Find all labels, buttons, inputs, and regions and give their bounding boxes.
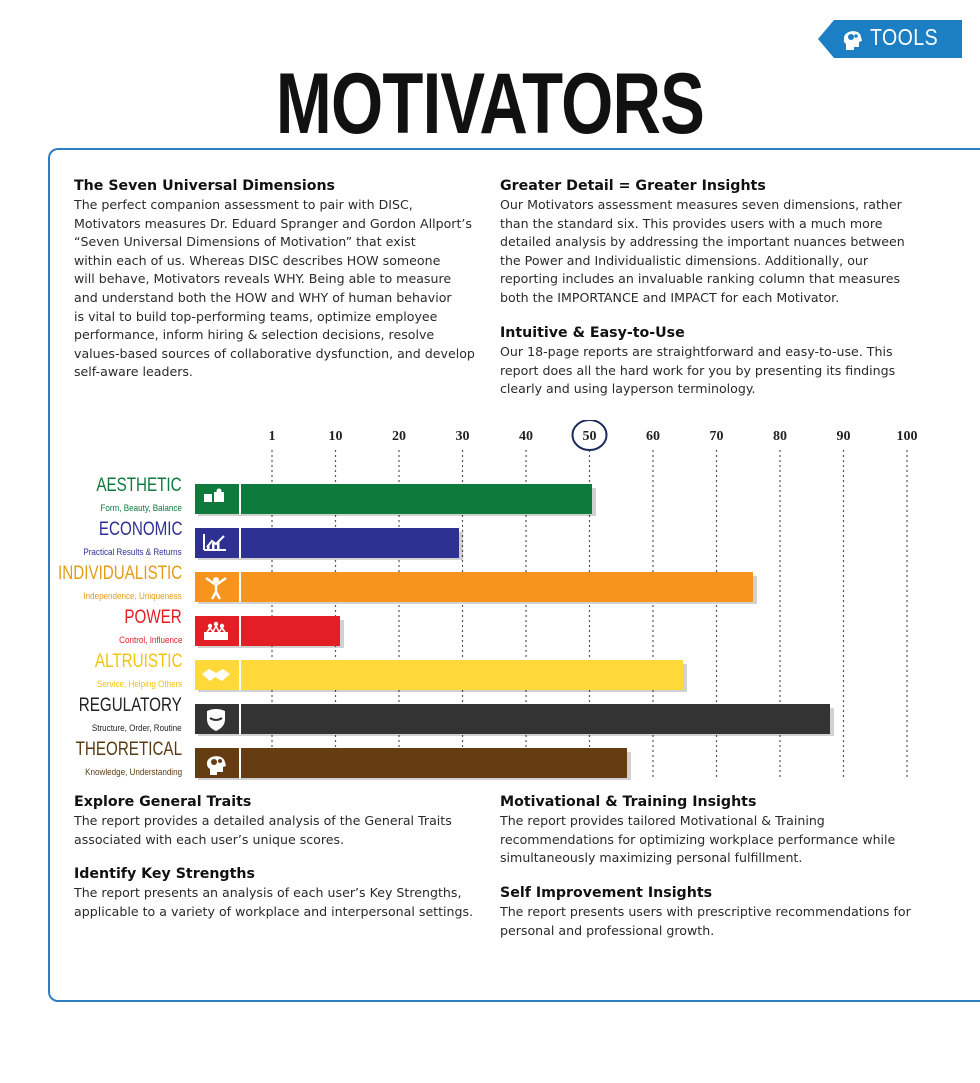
dimension-label — [27, 564, 182, 603]
bar-power — [195, 616, 340, 646]
section-body: The perfect companion assessment to pair with DISC, Motivators measures Dr. Eduard Spranger and Gordon Allport’s “Seven Universal Dimensions of Motivation” that exist within each of us. Whereas DISC describes HOW someone will behave, Motivators reveals WHY. Being able to measure and understand both the HOW and WHY of human behavior is vital to build top-performing teams, optimize employee performance, inform hiring & selection decisions, resolve values-based sources of collaborative dysfunction, and develop self-aware leaders. — [74, 197, 475, 380]
section-heading: Identify Key Strengths — [74, 866, 255, 882]
tick-label: 50 — [582, 429, 597, 444]
section-heading: Self Improvement Insights — [500, 885, 713, 901]
section-heading: Intuitive & Easy-to-Use — [500, 325, 685, 341]
dimension-subtitle: Structure, Order, Routine — [92, 723, 182, 734]
dimension-subtitle: Form, Beauty, Balance — [100, 503, 182, 514]
section-general-traits — [74, 794, 494, 865]
tick-label: 10 — [328, 429, 343, 444]
dimension-label — [49, 740, 182, 779]
section-heading: Greater Detail = Greater Insights — [500, 178, 766, 194]
section-body: The report presents users with prescriptive recommendations for personal and professional growth. — [500, 904, 911, 938]
section-intuitive — [500, 325, 920, 415]
bar-theoretical — [195, 748, 627, 778]
dimension-name: ALTRUISTIC — [94, 651, 182, 672]
dimension-label — [66, 520, 182, 559]
section-key-strengths — [74, 866, 494, 937]
tools-label: TOOLS — [870, 24, 939, 50]
dimension-subtitle: Independence, Uniqueness — [83, 591, 182, 602]
tick-label: 20 — [392, 429, 406, 444]
tick-label: 60 — [646, 429, 660, 444]
section-self-improvement — [500, 885, 920, 956]
dimension-name: REGULATORY — [78, 695, 182, 716]
dimension-subtitle: Service, Helping Others — [96, 679, 182, 690]
section-heading: Motivational & Training Insights — [500, 794, 757, 810]
bar-economic — [195, 528, 459, 558]
dimension-name: INDIVIDUALISTIC — [57, 563, 182, 584]
tick-label: 30 — [455, 429, 470, 444]
tick-label: 90 — [836, 429, 851, 444]
tick-label: 80 — [773, 429, 787, 444]
tick-label: 40 — [519, 429, 533, 444]
section-body: The report provides a detailed analysis of the General Traits associated with each user’s unique scores. — [74, 813, 452, 847]
dimension-name: THEORETICAL — [75, 739, 182, 760]
section-greater-detail — [500, 178, 920, 324]
section-seven-dimensions — [74, 178, 494, 398]
bar-altruistic — [195, 660, 683, 690]
brain-head-icon — [840, 26, 864, 52]
dimension-subtitle: Practical Results & Returns — [83, 547, 182, 558]
section-body: Our 18-page reports are straightforward and easy-to-use. This report does all the hard work for you by presenting its findings clearly and using layperson terminology. — [500, 344, 896, 397]
dimension-label — [53, 696, 182, 735]
dimension-subtitle: Knowledge, Understanding — [85, 767, 182, 778]
dimension-label — [73, 652, 182, 691]
bar-regulatory — [195, 704, 830, 734]
bar-aesthetic — [195, 484, 592, 514]
dimension-name: POWER — [124, 607, 182, 628]
dimension-label — [108, 608, 182, 647]
tick-label: 1 — [268, 429, 276, 444]
dimension-name: AESTHETIC — [96, 475, 182, 496]
section-body: The report provides tailored Motivational & Training recommendations for optimizing workplace performance while simultaneously maximizing personal fulfillment. — [500, 813, 896, 866]
section-body: Our Motivators assessment measures seven dimensions, rather than the standard six. This provides users with a much more detailed analysis by addressing the important nuances between the Power and Individualistic dimensions. Additionally, our reporting includes an invaluable ranking column that measures both the IMPORTANCE and IMPACT for each Motivator. — [500, 197, 905, 305]
section-heading: The Seven Universal Dimensions — [74, 178, 336, 194]
dimension-label — [75, 476, 182, 515]
section-body: The report presents an analysis of each user’s Key Strengths, applicable to a variety of workplace and interpersonal settings. — [74, 885, 474, 919]
section-training-insights — [500, 794, 920, 884]
page-title: MOTIVATORS — [275, 56, 705, 152]
tick-label: 70 — [709, 429, 724, 444]
bar-individualistic — [195, 572, 753, 602]
dimension-name: ECONOMIC — [98, 519, 182, 540]
tick-label: 100 — [896, 429, 918, 444]
dimension-subtitle: Control, Influence — [118, 635, 182, 646]
tools-tag[interactable] — [818, 20, 962, 58]
section-heading: Explore General Traits — [74, 794, 252, 810]
